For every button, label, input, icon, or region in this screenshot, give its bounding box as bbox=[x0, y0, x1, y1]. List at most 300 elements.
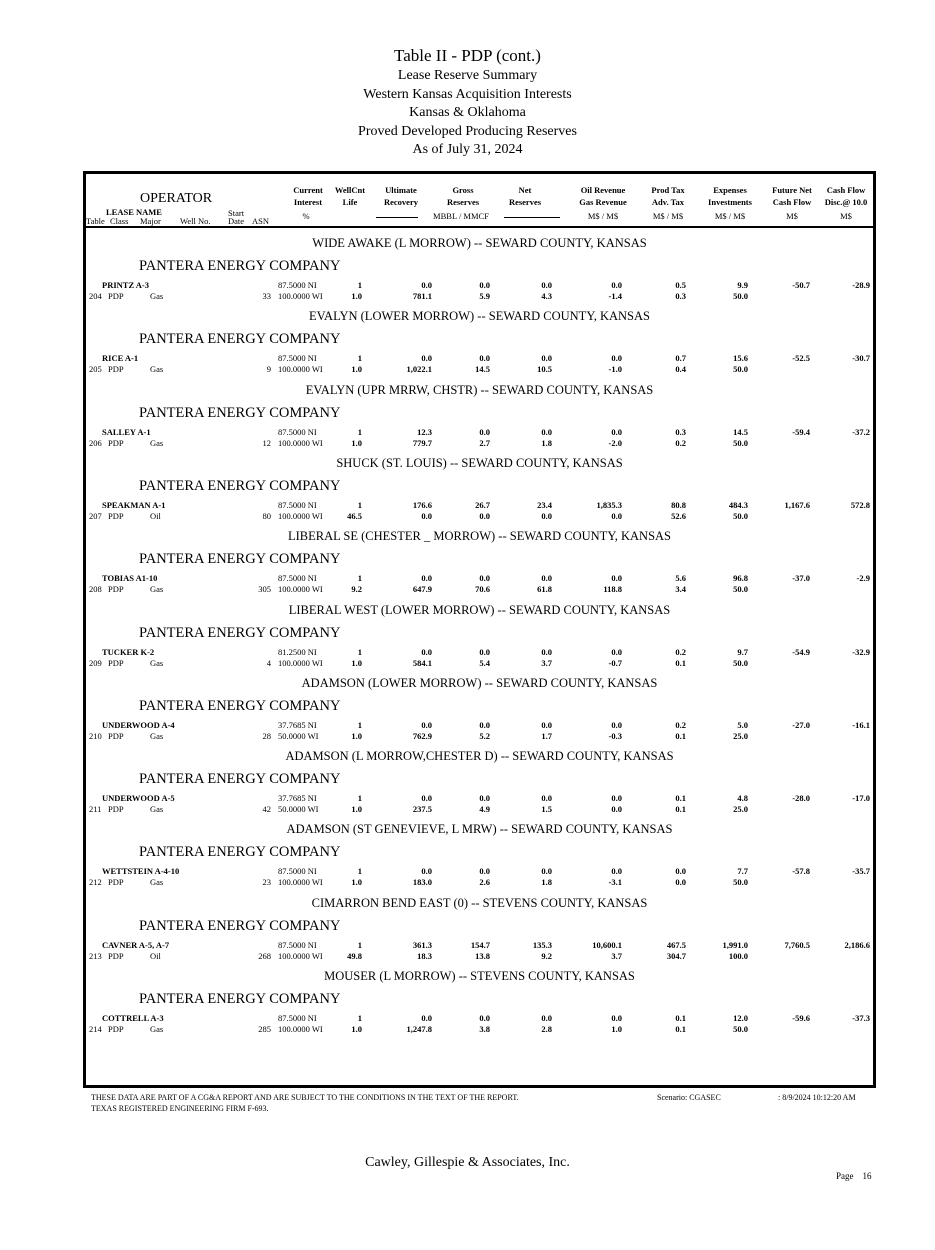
cell-net2: 1.5 bbox=[541, 804, 552, 815]
percent-heading: % bbox=[302, 211, 310, 221]
start-heading: Start bbox=[228, 208, 245, 218]
cell-gross2: 5.2 bbox=[479, 730, 490, 741]
cell-net1: 0.0 bbox=[541, 353, 552, 364]
cell-major: Gas bbox=[150, 1024, 164, 1034]
cell-ni: 87.5000 NI bbox=[278, 353, 317, 364]
cell-wi: 100.0000 WI bbox=[278, 950, 323, 961]
cell-table: 206 bbox=[89, 437, 102, 448]
page-number: Page 16 bbox=[836, 1171, 872, 1181]
cell-ult2: 237.5 bbox=[412, 804, 432, 815]
cell-life: 1.0 bbox=[351, 364, 362, 375]
gas-revenue-heading: Gas Revenue bbox=[579, 197, 627, 207]
subtitle-line: Kansas & Oklahoma bbox=[409, 105, 526, 120]
cell-class: PDP bbox=[108, 291, 124, 301]
cell-name: COTTRELL A-3 bbox=[102, 1013, 164, 1023]
cell-exp1: 14.5 bbox=[733, 426, 748, 437]
scenario: Scenario: CGASEC bbox=[657, 1093, 721, 1102]
cell-wi: 100.0000 WI bbox=[278, 364, 323, 375]
cell-name: TUCKER K-2 bbox=[102, 646, 155, 657]
cell-gross2: 5.4 bbox=[479, 657, 490, 668]
cell-ni: 87.5000 NI bbox=[278, 280, 317, 290]
cell-net1: 0.0 bbox=[541, 280, 552, 290]
life-heading: Life bbox=[342, 197, 358, 207]
net-heading: Net bbox=[518, 185, 532, 195]
cell-net2: 4.3 bbox=[541, 291, 552, 301]
cell-tax2: 0.2 bbox=[675, 437, 686, 448]
cell-wi: 100.0000 WI bbox=[278, 657, 323, 668]
cell-disc: -30.7 bbox=[852, 353, 870, 364]
cell-fnc: -28.0 bbox=[792, 793, 810, 804]
cell-net1: 0.0 bbox=[541, 793, 552, 804]
cell-ult1: 361.3 bbox=[412, 939, 432, 950]
cell-name: UNDERWOOD A-4 bbox=[102, 719, 175, 730]
cell-ult1: 0.0 bbox=[421, 646, 432, 657]
cell-rev2: -0.7 bbox=[608, 657, 622, 668]
cell-rev1: 0.0 bbox=[611, 646, 622, 657]
cell-rev1: 1,835.3 bbox=[596, 499, 622, 510]
cell-disc: -37.3 bbox=[852, 1013, 870, 1023]
timestamp: : 8/9/2024 10:12:20 AM bbox=[778, 1093, 856, 1102]
cell-disc: -17.0 bbox=[852, 793, 870, 804]
interest-heading: Interest bbox=[293, 197, 323, 207]
cell-life: 49.8 bbox=[347, 950, 362, 961]
cell-exp1: 9.7 bbox=[737, 646, 748, 657]
cell-net2: 9.2 bbox=[541, 950, 552, 961]
cell-ult2: 647.9 bbox=[412, 584, 432, 595]
cell-ult2: 779.7 bbox=[412, 437, 432, 448]
cell-name: WETTSTEIN A-4-10 bbox=[102, 866, 180, 877]
subtitle-line: Lease Reserve Summary bbox=[397, 68, 538, 83]
cell-wellcnt: 1 bbox=[357, 499, 362, 510]
cell-fnc: -59.4 bbox=[792, 426, 810, 437]
cell-disc: -32.9 bbox=[852, 646, 870, 657]
cell-disc: 572.8 bbox=[850, 499, 870, 510]
cell-rev2: -0.3 bbox=[608, 730, 622, 741]
cell-table: 204 bbox=[89, 291, 102, 301]
cell-asn: 285 bbox=[258, 1024, 271, 1034]
cell-tax1: 80.8 bbox=[671, 499, 686, 510]
recovery-heading: Recovery bbox=[384, 197, 418, 207]
cell-life: 1.0 bbox=[351, 730, 362, 741]
cell-asn: 4 bbox=[266, 657, 271, 668]
gross-heading: Gross bbox=[452, 185, 474, 195]
cell-exp2: 100.0 bbox=[728, 950, 748, 961]
cell-wi: 50.0000 WI bbox=[278, 730, 319, 741]
cell-fnc: -52.5 bbox=[792, 353, 810, 364]
cell-wellcnt: 1 bbox=[357, 353, 362, 364]
cell-exp1: 5.0 bbox=[737, 719, 748, 730]
major-heading: Major bbox=[140, 216, 161, 226]
cell-rev1: 10,600.1 bbox=[592, 939, 622, 950]
company-name: PANTERA ENERGY COMPANY bbox=[139, 404, 341, 421]
cell-life: 1.0 bbox=[351, 877, 362, 888]
cell-gross1: 26.7 bbox=[475, 499, 490, 510]
cell-name: SPEAKMAN A-1 bbox=[102, 499, 166, 510]
cell-tax1: 0.3 bbox=[675, 426, 686, 437]
cell-net2: 0.0 bbox=[541, 510, 552, 521]
cell-gross1: 0.0 bbox=[479, 280, 490, 290]
company-name: PANTERA ENERGY COMPANY bbox=[139, 844, 341, 861]
cell-fnc: -59.6 bbox=[792, 1013, 810, 1023]
cell-gross1: 0.0 bbox=[479, 793, 490, 804]
cell-name: SALLEY A-1 bbox=[102, 426, 151, 437]
cell-name: CAVNER A-5, A-7 bbox=[102, 939, 170, 950]
units-heading: MBBL / MMCF bbox=[418, 211, 504, 222]
cell-fnc: 1,167.6 bbox=[784, 499, 810, 510]
cell-gross1: 0.0 bbox=[479, 573, 490, 584]
cell-disc: -35.7 bbox=[852, 866, 870, 877]
cell-gross2: 13.8 bbox=[475, 950, 490, 961]
cell-gross1: 0.0 bbox=[479, 646, 490, 657]
cell-wellcnt: 1 bbox=[357, 280, 362, 290]
company-name: PANTERA ENERGY COMPANY bbox=[139, 331, 341, 348]
cell-major: Gas bbox=[150, 584, 164, 595]
cell-class: PDP bbox=[108, 584, 124, 595]
cell-ult2: 781.1 bbox=[412, 291, 432, 301]
tax-units: M$ / M$ bbox=[652, 211, 684, 221]
cell-life: 1.0 bbox=[351, 291, 362, 301]
cell-gross1: 0.0 bbox=[479, 866, 490, 877]
cell-asn: 33 bbox=[262, 291, 271, 301]
cell-class: PDP bbox=[108, 730, 124, 741]
cell-major: Oil bbox=[150, 510, 161, 521]
cash-flow-heading: Cash Flow bbox=[826, 185, 866, 195]
cell-class: PDP bbox=[108, 950, 124, 961]
cell-rev2: 0.0 bbox=[611, 510, 622, 521]
table-heading: Table bbox=[86, 216, 105, 226]
cell-ni: 87.5000 NI bbox=[278, 866, 317, 877]
cell-fnc: -37.0 bbox=[792, 573, 810, 584]
cell-rev1: 0.0 bbox=[611, 866, 622, 877]
cell-asn: 268 bbox=[258, 950, 271, 961]
cell-exp2: 25.0 bbox=[733, 804, 748, 815]
cell-rev1: 0.0 bbox=[611, 426, 622, 437]
cell-wellcnt: 1 bbox=[357, 1013, 362, 1023]
cell-gross2: 4.9 bbox=[479, 804, 490, 815]
company-name: PANTERA ENERGY COMPANY bbox=[139, 771, 341, 788]
cell-ult2: 1,022.1 bbox=[406, 364, 432, 375]
cell-ni: 81.2500 NI bbox=[278, 646, 317, 657]
cell-exp2: 50.0 bbox=[733, 584, 748, 595]
cell-exp1: 484.3 bbox=[728, 499, 748, 510]
disc-units: M$ bbox=[840, 211, 852, 221]
cell-table: 212 bbox=[89, 877, 102, 888]
cell-name: RICE A-1 bbox=[102, 353, 139, 364]
cell-rev2: -2.0 bbox=[608, 437, 622, 448]
cell-class: PDP bbox=[108, 804, 124, 815]
cell-fnc: -50.7 bbox=[792, 280, 810, 290]
cell-ni: 87.5000 NI bbox=[278, 1013, 317, 1023]
cell-fnc: -57.8 bbox=[792, 866, 810, 877]
cell-ult1: 0.0 bbox=[421, 866, 432, 877]
cell-net1: 135.3 bbox=[532, 939, 552, 950]
field-title: SHUCK (ST. LOUIS) -- SEWARD COUNTY, KANSAS bbox=[336, 455, 623, 470]
cell-exp1: 12.0 bbox=[733, 1013, 748, 1023]
cell-ult2: 183.0 bbox=[412, 877, 432, 888]
cell-tax1: 0.2 bbox=[675, 719, 686, 730]
cell-ult1: 0.0 bbox=[421, 793, 432, 804]
cell-net1: 0.0 bbox=[541, 573, 552, 584]
cell-table: 210 bbox=[89, 730, 102, 741]
cell-gross2: 14.5 bbox=[475, 364, 490, 375]
future-units: M$ bbox=[786, 211, 798, 221]
cell-exp2: 50.0 bbox=[733, 1024, 748, 1034]
cell-rev2: 3.7 bbox=[611, 950, 622, 961]
cell-asn: 23 bbox=[262, 877, 271, 888]
cell-tax2: 0.4 bbox=[675, 364, 686, 375]
cell-fnc: 7,760.5 bbox=[784, 939, 810, 950]
cell-table: 211 bbox=[89, 804, 102, 815]
cell-tax1: 0.2 bbox=[675, 646, 686, 657]
cell-table: 213 bbox=[89, 950, 102, 961]
cell-name: PRINTZ A-3 bbox=[102, 280, 149, 290]
cell-net2: 61.8 bbox=[537, 584, 552, 595]
field-title: EVALYN (LOWER MORROW) -- SEWARD COUNTY, KANSAS bbox=[309, 309, 650, 324]
cell-wellcnt: 1 bbox=[357, 793, 362, 804]
firm-registration: TEXAS REGISTERED ENGINEERING FIRM F-693. bbox=[91, 1104, 269, 1113]
company-name: PANTERA ENERGY COMPANY bbox=[139, 258, 341, 274]
cell-class: PDP bbox=[108, 657, 124, 668]
cell-gross2: 3.8 bbox=[479, 1024, 490, 1034]
cell-rev2: -1.4 bbox=[608, 291, 622, 301]
cell-ult2: 762.9 bbox=[412, 730, 432, 741]
cell-exp2: 50.0 bbox=[733, 657, 748, 668]
cell-rev2: 1.0 bbox=[611, 1024, 622, 1034]
subtitle-line: Proved Developed Producing Reserves bbox=[358, 123, 577, 139]
cell-tax2: 0.1 bbox=[675, 730, 686, 741]
cell-asn: 9 bbox=[266, 364, 271, 375]
cell-tax2: 0.1 bbox=[675, 1024, 686, 1034]
cell-disc: -37.2 bbox=[852, 426, 870, 437]
cell-tax2: 304.7 bbox=[666, 950, 686, 961]
wellcnt-heading: WellCnt bbox=[334, 185, 366, 195]
cell-net2: 2.8 bbox=[541, 1024, 552, 1034]
disclaimer: THESE DATA ARE PART OF A CG&A REPORT AND ARE SUBJECT TO THE CONDITIONS IN THE TEXT OF THE REPORT. bbox=[91, 1093, 519, 1102]
cell-gross1: 0.0 bbox=[479, 719, 490, 730]
report-table bbox=[83, 171, 876, 1088]
cell-tax2: 0.3 bbox=[675, 291, 686, 301]
class-heading: Class bbox=[110, 216, 129, 226]
field-title: ADAMSON (L MORROW,CHESTER D) -- SEWARD COUNTY, KANSAS bbox=[285, 749, 674, 764]
cell-table: 209 bbox=[89, 657, 102, 668]
cell-major: Gas bbox=[150, 364, 164, 375]
field-title: EVALYN (UPR MRRW, CHSTR) -- SEWARD COUNTY, KANSAS bbox=[305, 382, 654, 397]
cell-wellcnt: 1 bbox=[357, 426, 362, 437]
cell-rev2: -3.1 bbox=[608, 877, 622, 888]
subtitle-line: Western Kansas Acquisition Interests bbox=[363, 86, 572, 102]
cell-ult1: 0.0 bbox=[421, 573, 432, 584]
cell-tax2: 0.1 bbox=[675, 657, 686, 668]
date-heading: Date bbox=[228, 216, 245, 226]
disc-heading: Disc.@ 10.0 bbox=[824, 197, 868, 207]
cell-wi: 100.0000 WI bbox=[278, 291, 323, 301]
cell-asn: 80 bbox=[262, 510, 271, 521]
field-title: WIDE AWAKE (L MORROW) -- SEWARD COUNTY, KANSAS bbox=[312, 236, 647, 250]
company-name: PANTERA ENERGY COMPANY bbox=[139, 624, 341, 641]
cell-fnc: -54.9 bbox=[792, 646, 810, 657]
field-title: ADAMSON (LOWER MORROW) -- SEWARD COUNTY, KANSAS bbox=[301, 675, 658, 690]
cell-wi: 100.0000 WI bbox=[278, 437, 323, 448]
cell-rev2: 0.0 bbox=[611, 804, 622, 815]
cell-name: TOBIAS A1-10 bbox=[102, 573, 158, 584]
field-title: MOUSER (L MORROW) -- STEVENS COUNTY, KANSAS bbox=[324, 969, 635, 983]
cell-life: 1.0 bbox=[351, 657, 362, 668]
cell-tax2: 52.6 bbox=[671, 510, 686, 521]
cell-ni: 87.5000 NI bbox=[278, 573, 317, 584]
cell-major: Gas bbox=[150, 877, 164, 888]
cell-life: 46.5 bbox=[347, 510, 362, 521]
cell-asn: 42 bbox=[262, 804, 271, 815]
field-title: CIMARRON BEND EAST (0) -- STEVENS COUNTY, KANSAS bbox=[311, 895, 648, 910]
cell-class: PDP bbox=[108, 364, 124, 375]
revenue-units: M$ / M$ bbox=[587, 211, 619, 221]
cell-gross2: 2.7 bbox=[479, 437, 490, 448]
adv-tax-heading: Adv. Tax bbox=[651, 197, 685, 207]
cell-major: Oil bbox=[150, 950, 161, 961]
cell-life: 9.2 bbox=[351, 584, 362, 595]
cell-gross2: 5.9 bbox=[479, 291, 490, 301]
cell-rev1: 0.0 bbox=[611, 573, 622, 584]
cell-major: Gas bbox=[150, 291, 164, 301]
cell-class: PDP bbox=[108, 510, 124, 521]
cell-exp2: 25.0 bbox=[733, 730, 748, 741]
cell-life: 1.0 bbox=[351, 1024, 362, 1034]
cell-major: Gas bbox=[150, 437, 164, 448]
cell-net2: 1.8 bbox=[541, 877, 552, 888]
cell-life: 1.0 bbox=[351, 437, 362, 448]
cell-wi: 100.0000 WI bbox=[278, 510, 323, 521]
cell-ni: 87.5000 NI bbox=[278, 426, 317, 437]
cell-ni: 87.5000 NI bbox=[278, 499, 317, 510]
lease-name-heading: LEASE NAME bbox=[106, 207, 162, 217]
cell-exp1: 15.6 bbox=[733, 353, 748, 364]
expense-units: M$ / M$ bbox=[714, 211, 746, 221]
current-heading: Current bbox=[293, 185, 323, 195]
cell-ult1: 176.6 bbox=[412, 499, 432, 510]
expenses-heading: Expenses bbox=[713, 185, 747, 195]
cell-ult1: 0.0 bbox=[421, 280, 432, 290]
cell-wi: 100.0000 WI bbox=[278, 1024, 323, 1034]
cell-table: 205 bbox=[89, 364, 102, 375]
cell-wi: 50.0000 WI bbox=[278, 804, 319, 815]
cell-ni: 37.7685 NI bbox=[278, 793, 317, 804]
cell-exp1: 4.8 bbox=[737, 793, 748, 804]
cell-net1: 0.0 bbox=[541, 426, 552, 437]
cell-exp1: 96.8 bbox=[733, 573, 748, 584]
cell-net1: 0.0 bbox=[541, 646, 552, 657]
cell-rev1: 0.0 bbox=[611, 1013, 622, 1023]
company-name: PANTERA ENERGY COMPANY bbox=[139, 917, 341, 934]
cell-wellcnt: 1 bbox=[357, 939, 362, 950]
cell-rev1: 0.0 bbox=[611, 353, 622, 364]
field-title: LIBERAL SE (CHESTER _ MORROW) -- SEWARD COUNTY, KANSAS bbox=[288, 529, 671, 544]
cell-exp1: 9.9 bbox=[737, 280, 748, 290]
cell-table: 207 bbox=[89, 510, 102, 521]
field-title: ADAMSON (ST GENEVIEVE, L MRW) -- SEWARD COUNTY, KANSAS bbox=[286, 822, 673, 837]
cell-table: 208 bbox=[89, 584, 102, 595]
oil-revenue-heading: Oil Revenue bbox=[580, 185, 626, 195]
cell-gross2: 0.0 bbox=[479, 510, 490, 521]
cell-ult1: 12.3 bbox=[417, 426, 432, 437]
cell-net2: 1.8 bbox=[541, 437, 552, 448]
cell-gross2: 2.6 bbox=[479, 877, 490, 888]
company-name: PANTERA ENERGY COMPANY bbox=[139, 697, 341, 714]
cell-tax2: 3.4 bbox=[675, 584, 686, 595]
cell-major: Gas bbox=[150, 804, 164, 815]
cell-tax1: 5.6 bbox=[675, 573, 686, 584]
cell-ni: 37.7685 NI bbox=[278, 719, 317, 730]
cell-asn: 12 bbox=[262, 437, 271, 448]
cell-gross1: 0.0 bbox=[479, 426, 490, 437]
company-name: PANTERA ENERGY COMPANY bbox=[139, 477, 341, 494]
cell-exp1: 7.7 bbox=[737, 866, 748, 877]
cell-name: UNDERWOOD A-5 bbox=[102, 793, 175, 804]
company-name: PANTERA ENERGY COMPANY bbox=[139, 991, 341, 1007]
cell-ult2: 584.1 bbox=[412, 657, 432, 668]
cell-life: 1.0 bbox=[351, 804, 362, 815]
cell-major: Gas bbox=[150, 730, 164, 741]
cell-exp2: 50.0 bbox=[733, 437, 748, 448]
cell-gross2: 70.6 bbox=[475, 584, 490, 595]
cell-rev1: 0.0 bbox=[611, 719, 622, 730]
cell-tax1: 0.1 bbox=[675, 1013, 686, 1023]
cell-rev2: -1.0 bbox=[608, 364, 622, 375]
operator-heading: OPERATOR bbox=[140, 191, 213, 206]
cell-exp2: 50.0 bbox=[733, 510, 748, 521]
cell-gross1: 0.0 bbox=[479, 1013, 490, 1023]
cell-gross1: 0.0 bbox=[479, 353, 490, 364]
well-no-heading: Well No. bbox=[180, 216, 211, 226]
cell-exp2: 50.0 bbox=[733, 291, 748, 301]
cell-ult2: 0.0 bbox=[421, 510, 432, 521]
cell-fnc: -27.0 bbox=[792, 719, 810, 730]
cell-tax1: 467.5 bbox=[666, 939, 686, 950]
cell-exp1: 1,991.0 bbox=[722, 939, 748, 950]
cell-disc: -28.9 bbox=[852, 280, 870, 290]
cell-wellcnt: 1 bbox=[357, 573, 362, 584]
cell-ult1: 0.0 bbox=[421, 1013, 432, 1023]
cell-ni: 87.5000 NI bbox=[278, 939, 317, 950]
cell-net1: 0.0 bbox=[541, 866, 552, 877]
cell-class: PDP bbox=[108, 877, 124, 888]
company-name: PANTERA ENERGY COMPANY bbox=[139, 551, 341, 568]
cell-wellcnt: 1 bbox=[357, 719, 362, 730]
cell-rev1: 0.0 bbox=[611, 793, 622, 804]
cell-rev2: 118.8 bbox=[603, 584, 622, 595]
investments-heading: Investments bbox=[708, 197, 752, 207]
cell-gross1: 154.7 bbox=[470, 939, 490, 950]
cell-tax2: 0.0 bbox=[675, 877, 686, 888]
future-net-heading: Future Net bbox=[772, 185, 812, 195]
cell-net1: 0.0 bbox=[541, 719, 552, 730]
firm-name: Cawley, Gillespie & Associates, Inc. bbox=[365, 1155, 570, 1170]
cell-ult1: 0.0 bbox=[421, 719, 432, 730]
cell-wi: 100.0000 WI bbox=[278, 584, 323, 595]
cell-tax1: 0.5 bbox=[675, 280, 686, 290]
cell-net2: 3.7 bbox=[541, 657, 552, 668]
cell-wi: 100.0000 WI bbox=[278, 877, 323, 888]
future-cash-flow-heading: Cash Flow bbox=[772, 197, 812, 207]
cell-class: PDP bbox=[108, 437, 124, 448]
asn-heading: ASN bbox=[252, 216, 270, 226]
cell-rev1: 0.0 bbox=[611, 280, 622, 290]
cell-wellcnt: 1 bbox=[357, 646, 362, 657]
cell-tax1: 0.1 bbox=[675, 793, 686, 804]
cell-ult1: 0.0 bbox=[421, 353, 432, 364]
cell-class: PDP bbox=[108, 1024, 124, 1034]
cell-tax1: 0.0 bbox=[675, 866, 686, 877]
cell-exp2: 50.0 bbox=[733, 877, 748, 888]
